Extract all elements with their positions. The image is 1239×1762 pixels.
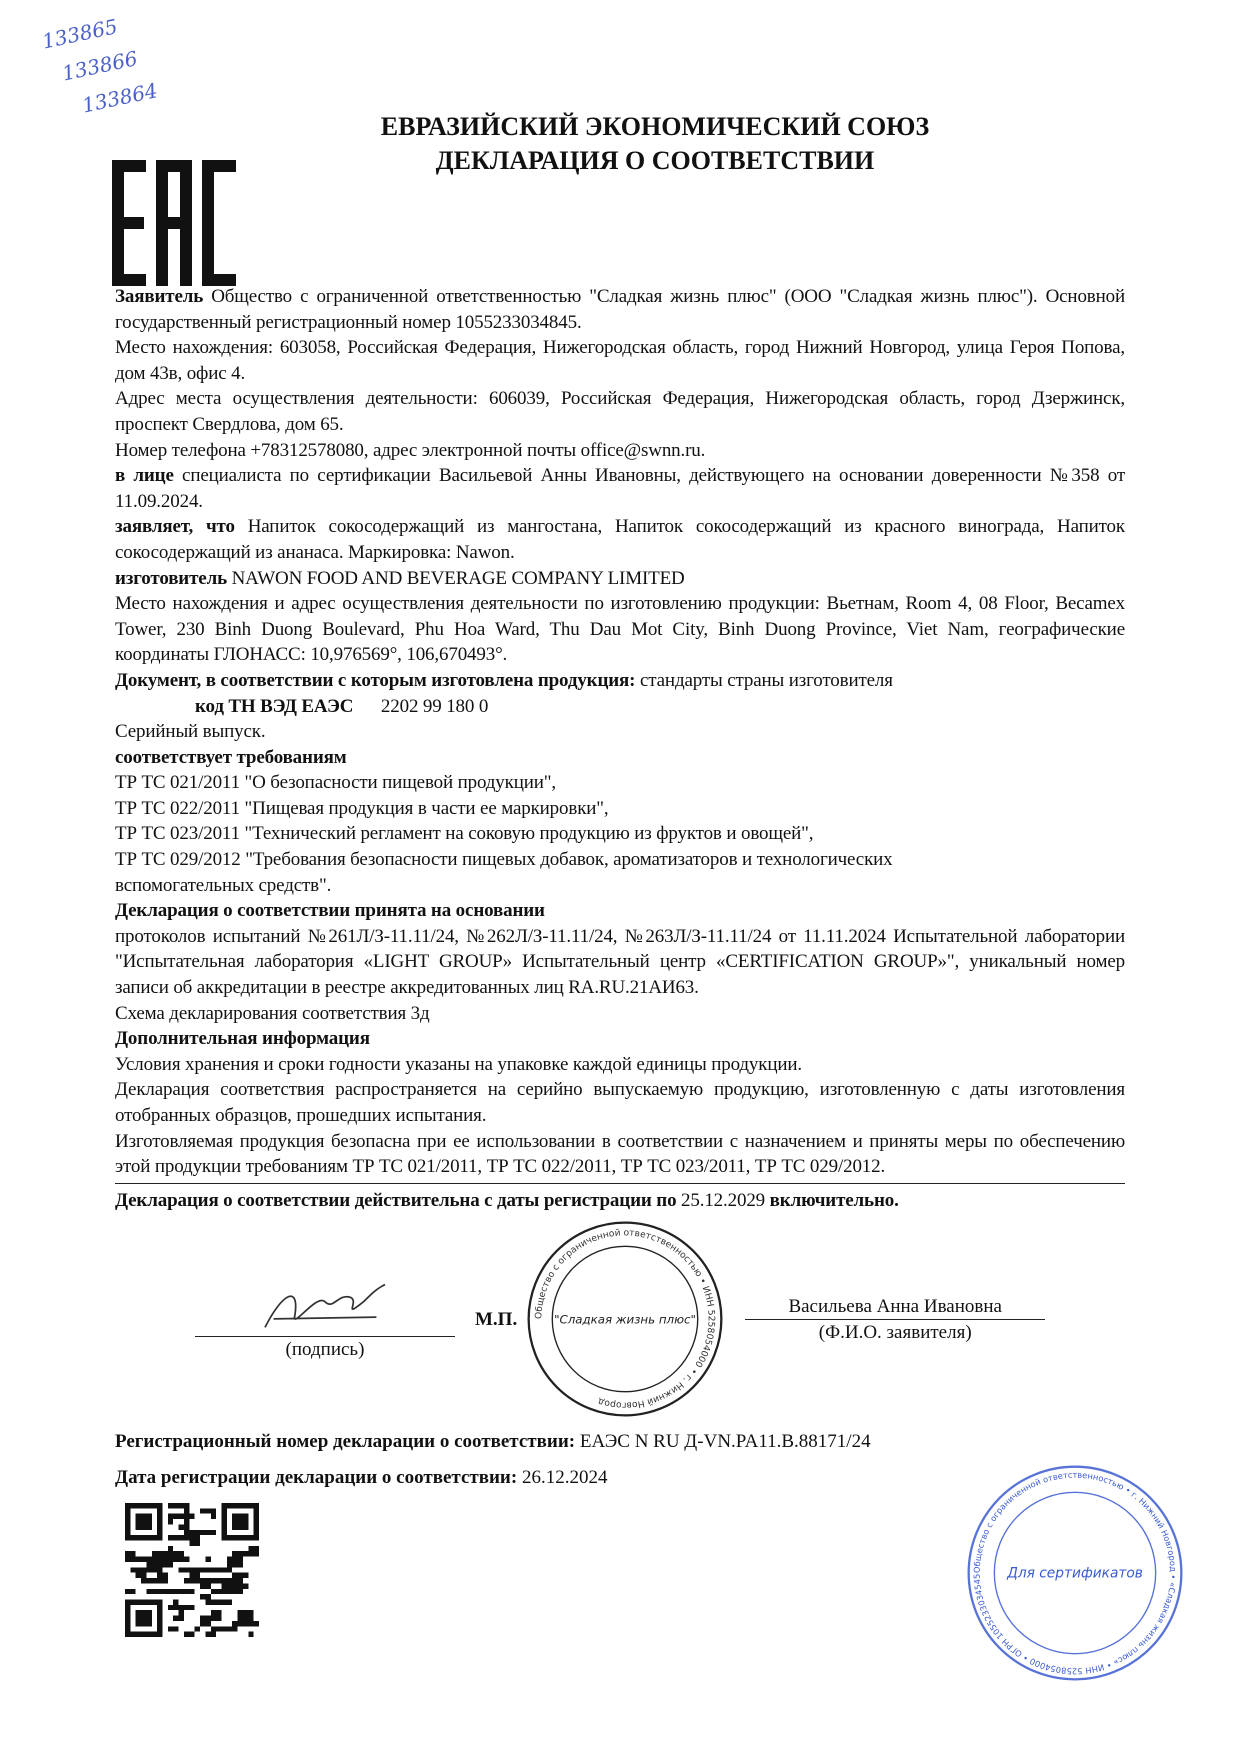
registration-date: 26.12.2024 — [521, 1467, 608, 1489]
company-stamp — [525, 1219, 725, 1419]
applicant-contacts: Номер телефона +78312578080, адрес электронной почты office@swnn.ru. — [115, 439, 706, 461]
validity-prefix: Декларация о соответствии действительна с даты регистрации по — [115, 1189, 677, 1211]
declaration-body — [115, 284, 1125, 1213]
person-label: в лице — [115, 465, 174, 487]
signature — [245, 1276, 405, 1336]
basis-label: Декларация о соответствии принята на основании — [115, 900, 545, 922]
signatory-name: Васильева Анна Ивановна — [788, 1295, 1002, 1317]
requirements-label: соответствует требованиям — [115, 746, 347, 768]
requirement-item: ТР ТС 022/2011 "Пищевая продукция в части ее маркировки", — [115, 797, 609, 819]
serial-release: Серийный выпуск. — [115, 721, 266, 743]
manufacturer-address: Место нахождения и адрес осуществления деятельности по изготовлению продукции: Вьетнам, Room 4, 08 Floor, Becamex Tower, 230 Binh Duong Boulevard, Phu Hoa Ward, Thu Dau Mot City, Binh Duong Province, Viet Nam, географические координаты ГЛОНАСС: 10,976569°, 106,670493°. — [115, 593, 1125, 666]
registration-date-label: Дата регистрации декларации о соответствии: — [115, 1467, 518, 1489]
manufacturer-label: изготовитель — [115, 567, 227, 589]
applicant-label: Заявитель — [115, 286, 204, 307]
signature-row — [115, 1219, 1125, 1419]
activity-address: Адрес места осуществления деятельности: 606039, Российская Федерация, Нижегородская область, город Дзержинск, проспект Свердлова, дом 65. — [115, 388, 1125, 435]
stamp-ring-text: Общество с ограниченной ответственностью • ИНН 5258054000 • г. Нижний Новгород — [534, 1228, 716, 1411]
manufacturer-name: NAWON FOOD AND BEVERAGE COMPANY LIMITED — [231, 567, 685, 589]
document-title — [300, 110, 1010, 178]
divider — [115, 1183, 1125, 1184]
declaration-title: ДЕКЛАРАЦИЯ О СООТВЕТСТВИИ — [435, 146, 875, 175]
stamp-center-text: Для сертификатов — [1007, 1565, 1143, 1582]
document-text: стандарты страны изготовителя — [639, 669, 893, 691]
signatory-caption: (Ф.И.О. заявителя) — [818, 1321, 972, 1343]
applicant-text: Общество с ограниченной ответственностью "Сладкая жизнь плюс" (ООО "Сладкая жизнь плюс"). Основной государственный регистрационный номер 1055233034845. — [115, 286, 1125, 333]
eac-logo — [112, 160, 236, 286]
signature-block — [195, 1276, 455, 1362]
signatory-block — [745, 1294, 1045, 1345]
additional-item: Условия хранения и сроки годности указаны на упаковке каждой единицы продукции. — [115, 1053, 802, 1075]
additional-item: Декларация соответствия распространяется на серийно выпускаемую продукцию, изготовленную с даты изготовления отобранных образцов, прошедших испытания. — [115, 1079, 1125, 1126]
scheme-text: Схема декларирования соответствия 3д — [115, 1002, 430, 1024]
stamp-ring-text: Общество с ограниченной ответственностью • г. Нижний Новгород • «Сладкая жизнь плюс» • ИНН 5258054000 • ОГРН 1055233034545 — [971, 1470, 1179, 1677]
requirement-item: ТР ТС 023/2011 "Технический регламент на соковую продукцию из фруктов и овощей", — [115, 823, 814, 845]
registration-number-row — [115, 1429, 1125, 1455]
registration-number: ЕАЭС N RU Д-VN.PA11.B.88171/24 — [579, 1431, 871, 1453]
qr-code[interactable] — [125, 1503, 259, 1637]
person-text: специалиста по сертификации Васильевой Анны Ивановны, действующего на основании доверенности №358 от 11.09.2024. — [115, 465, 1125, 512]
basis-text: протоколов испытаний №261Л/З-11.11/24, №262Л/З-11.11/24, №263Л/З-11.11/24 от 11.11.2024 Испытательной лаборатории "Испытательная лаборатория «LIGHT GROUP» Испытательный центр «CERTIFICATION GROUP»", уникальный номер записи об аккредитации в реестре аккредитованных лиц RA.RU.21АИ63. — [115, 925, 1125, 999]
handwritten-note: 133865 — [40, 14, 120, 54]
document-label: Документ, в соответствии с которым изготовлена продукция: — [115, 669, 636, 691]
requirement-item: ТР ТС 029/2012 "Требования безопасности пищевых добавок, ароматизаторов и технологических вспомогательных средств". — [115, 849, 893, 896]
handwritten-note: 133866 — [60, 46, 140, 86]
declares-label: заявляет, что — [115, 516, 235, 538]
validity-suffix: включительно. — [769, 1189, 899, 1211]
union-title: ЕВРАЗИЙСКИЙ ЭКОНОМИЧЕСКИЙ СОЮЗ — [380, 112, 930, 141]
additional-label: Дополнительная информация — [115, 1028, 370, 1050]
certification-stamp — [965, 1463, 1185, 1683]
tnved-value: 2202 99 180 0 — [380, 695, 489, 717]
requirement-item: ТР ТС 021/2011 "О безопасности пищевой продукции", — [115, 772, 556, 794]
tnved-label: код ТН ВЭД ЕАЭС — [195, 695, 354, 717]
seal-place-label: М.П. — [475, 1308, 518, 1330]
page-content — [115, 284, 1179, 1683]
stamp-center-text: "Сладкая жизнь плюс" — [554, 1312, 697, 1327]
signature-caption: (подпись) — [285, 1339, 365, 1361]
additional-item: Изготовляемая продукция безопасна при ее использовании в соответствии с назначением и приняты меры по обеспечению этой продукции требованиям ТР ТС 021/2011, ТР ТС 022/2011, ТР ТС 023/2011, ТР ТС 029/2012. — [115, 1130, 1125, 1178]
product-text: Напиток сокосодержащий из мангостана, Напиток сокосодержащий из красного винограда, Напиток сокосодержащий из ананаса. Маркировка: Nawon. — [115, 516, 1125, 563]
handwritten-note: 133864 — [80, 78, 160, 118]
applicant-location: Место нахождения: 603058, Российская Федерация, Нижегородская область, город Нижний Новгород, улица Героя Попова, дом 43в, офис 4. — [115, 337, 1125, 384]
registration-number-label: Регистрационный номер декларации о соответствии: — [115, 1431, 576, 1453]
validity-date: 25.12.2029 — [681, 1189, 766, 1211]
